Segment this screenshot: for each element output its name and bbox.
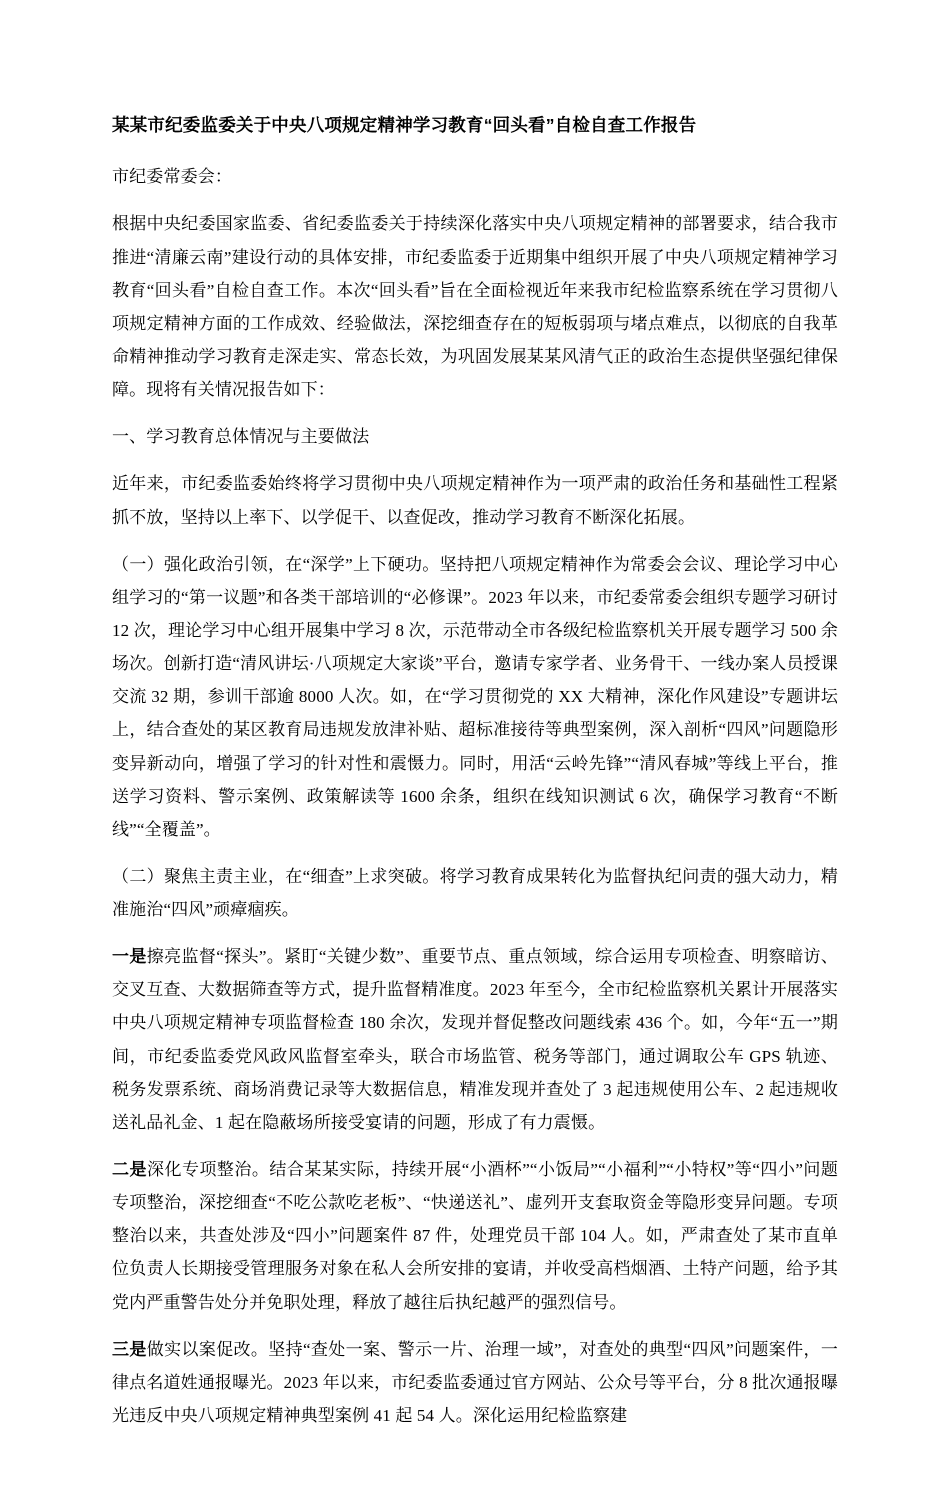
subsection-two-paragraph: （二）聚焦主责主业，在“细查”上求突破。将学习教育成果转化为监督执纪问责的强大动力，精准施治“四风”顽瘴痼疾。 [112,866,838,920]
item-two-lead: 二是 [112,1160,147,1180]
addressee-line: 市纪委常委会： [112,167,233,187]
item-two-text: 深化专项整治。结合某某实际，持续开展“小酒杯”“小饭局”“小福利”“小特权”等“四小”问题专项整治，深挖细查“不吃公款吃老板”、“快递送礼”、虚列开支套取资金等隐形变异问题。专项整治以来，共查处涉及“四小”问题案件 87 件，处理党员干部 104 人。如，严肃查处了某市直单位负责人长期接受管理服务对象在私人会所安排的宴请，并收受高档烟酒、土特产问题，给予其党内严重警告处分并免职处理，释放了越往后执纪越严的强烈信号。 [112,1160,838,1312]
item-three-lead: 三是 [112,1339,147,1359]
item-three-text: 做实以案促改。坚持“查处一案、警示一片、治理一域”，对查处的典型“四风”问题案件，一律点名道姓通报曝光。2023 年以来，市纪委监委通过官方网站、公众号等平台，分 8 批次通报曝光违反中央八项规定精神典型案例 41 起 54 人。深化运用纪检监察建 [112,1339,838,1426]
section-heading-one: 一、学习教育总体情况与主要做法 [112,427,370,447]
item-one [112,940,838,1139]
overview-paragraph: 近年来，市纪委监委始终将学习贯彻中央八项规定精神作为一项严肃的政治任务和基础性工程紧抓不放，坚持以上率下、以学促干、以查促改，推动学习教育不断深化拓展。 [112,474,838,527]
item-one-text: 擦亮监督“探头”。紧盯“关键少数”、重要节点、重点领域，综合运用专项检查、明察暗访、交叉互查、大数据筛查等方式，提升监督精准度。2023 年至今，全市纪检监察机关累计开展落实中央八项规定精神专项监督检查 180 余次，发现并督促整改问题线索 436 个。如，今年“五一”期间，市纪委监委党风政风监督室牵头，联合市场监管、税务等部门，通过调取公车 GPS 轨迹、税务发票系统、商场消费记录等大数据信息，精准发现并查处了 3 起违规使用公车、2 起违规收送礼品礼金、1 起在隐蔽场所接受宴请的问题，形成了有力震慑。 [112,947,838,1132]
intro-paragraph: 根据中央纪委国家监委、省纪委监委关于持续深化落实中央八项规定精神的部署要求，结合我市推进“清廉云南”建设行动的具体安排，市纪委监委于近期集中组织开展了中央八项规定精神学习教育“回头看”自检自查工作。本次“回头看”旨在全面检视近年来我市纪检监察系统在学习贯彻八项规定精神方面的工作成效、经验做法，深挖细查存在的短板弱项与堵点难点，以彻底的自我革命精神推动学习教育走深走实、常态长效，为巩固发展某某风清气正的政治生态提供坚强纪律保障。现将有关情况报告如下： [112,214,838,400]
item-two [112,1153,838,1319]
item-one-lead: 一是 [112,947,147,967]
page-title: 某某市纪委监委关于中央八项规定精神学习教育“回头看”自检自查工作报告 [112,115,697,135]
item-three [112,1333,838,1432]
subsection-one-paragraph: （一）强化政治引领，在“深学”上下硬功。坚持把八项规定精神作为常委会会议、理论学习中心组学习的“第一议题”和各类干部培训的“必修课”。2023 年以来，市纪委常委会组织专题学习研讨 12 次，理论学习中心组开展集中学习 8 次，示范带动全市各级纪检监察机关开展专题学习 500 余场次。创新打造“清风讲坛·八项规定大家谈”平台，邀请专家学者、业务骨干、一线办案人员授课交流 32 期，参训干部逾 8000 人次。如，在“学习贯彻党的 XX 大精神，深化作风建设”专题讲坛上，结合查处的某区教育局违规发放津补贴、超标准接待等典型案例，深入剖析“四风”问题隐形变异新动向，增强了学习的针对性和震慑力。同时，用活“云岭先锋”“清风春城”等线上平台，推送学习资料、警示案例、政策解读等 1600 余条，组织在线知识测试 6 次，确保学习教育“不断线”“全覆盖”。 [112,554,838,839]
